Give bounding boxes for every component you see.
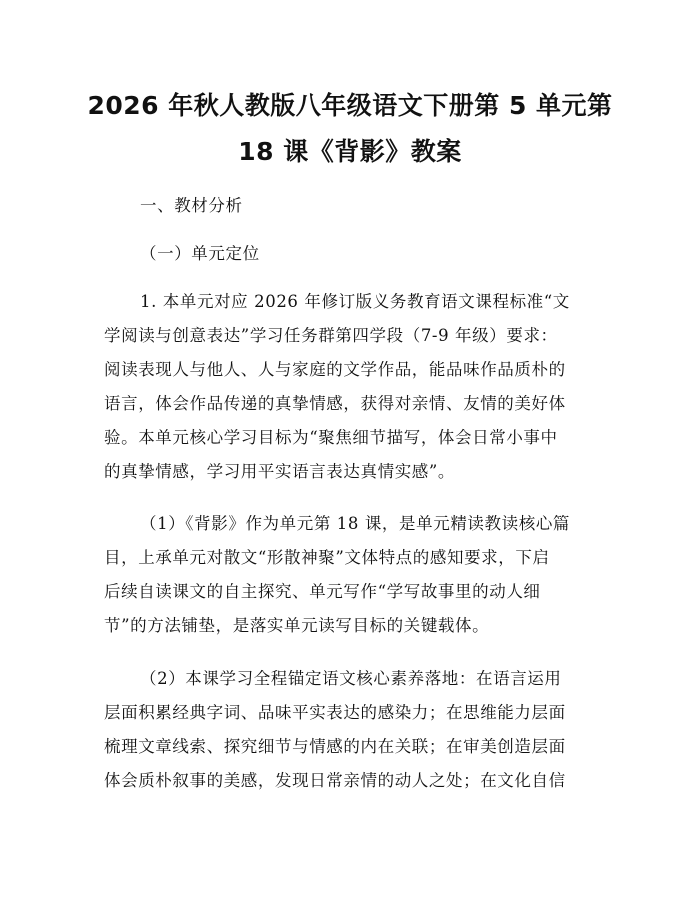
document-title-line-2: 18 课《背影》教案 [238,137,462,166]
paragraph-2-line-1: （1）《背影》作为单元第 18 课，是单元精读教读核心篇 [140,514,571,533]
paragraph-2-line-4: 节”的方法铺垫，是落实单元读写目标的关键载体。 [104,616,490,635]
paragraph-3-line-3: 梳理文章线索、探究细节与情感的内在关联；在审美创造层面 [104,737,566,756]
paragraph-1-line-5: 验。本单元核心学习目标为“聚焦细节描写，体会日常小事中 [104,428,558,447]
paragraph-3-line-1: （2）本课学习全程锚定语文核心素养落地：在语言运用 [140,669,562,688]
document-title-line-1: 2026 年秋人教版八年级语文下册第 5 单元第 [87,91,613,120]
paragraph-2-line-3: 后续自读课文的自主探究、单元写作“学写故事里的动人细 [104,582,541,601]
paragraph-3-line-4: 体会质朴叙事的美感，发现日常亲情的动人之处；在文化自信 [104,771,566,790]
section-heading: 一、教材分析 [140,196,243,215]
paragraph-1-line-6: 的真挚情感，学习用平实语言表达真情实感”。 [104,462,456,481]
paragraph-1-line-3: 阅读表现人与他人、人与家庭的文学作品，能品味作品质朴的 [104,360,566,379]
paragraph-1-line-4: 语言，体会作品传递的真挚情感，获得对亲情、友情的美好体 [104,394,566,413]
paragraph-2-line-2: 目，上承单元对散文“形散神聚”文体特点的感知要求，下启 [104,548,550,567]
paragraph-3-line-2: 层面积累经典字词、品味平实表达的感染力；在思维能力层面 [104,703,566,722]
subsection-heading: （一）单元定位 [140,244,260,263]
paragraph-1-line-1: 1. 本单元对应 2026 年修订版义务教育语文课程标准“文 [140,292,570,311]
paragraph-1-line-2: 学阅读与创意表达”学习任务群第四学段（7-9 年级）要求： [104,326,558,345]
